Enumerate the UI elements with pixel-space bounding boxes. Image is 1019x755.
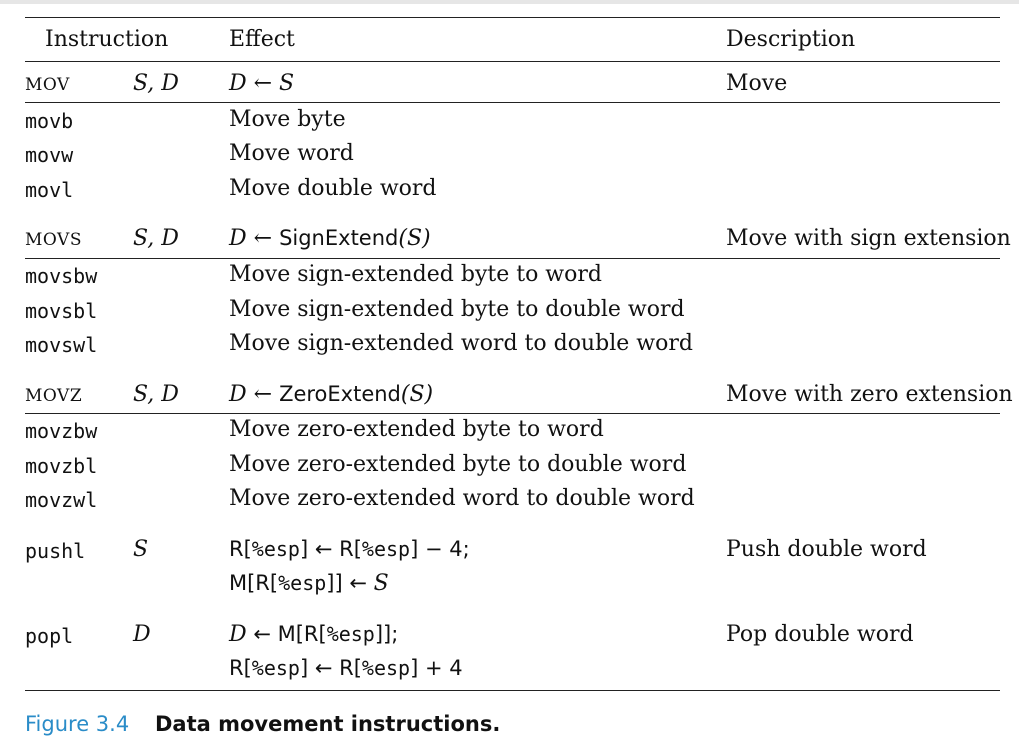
figure-caption: Data movement instructions. [155,712,501,736]
popl-l1-b: ]]; [374,622,399,646]
pushl-effect-line1 [229,539,470,561]
instr-movb: movb [25,109,74,133]
pushl-operand: S [133,537,149,562]
pushl-l1-a: R[ [229,537,252,561]
effect-movw: Move word [229,141,354,166]
rule-movs [25,258,1000,259]
class-movz-effect-prefix: D ← [229,382,280,407]
class-movz-effect-arg: (S) [400,382,434,407]
popl-l2-b: ] ← R[ [299,656,362,680]
pushl-effect-line2 [229,573,389,595]
rule-bottom [25,690,1000,691]
class-movz-description: Move with zero extension [726,382,1013,407]
header-instruction: Instruction [45,27,169,52]
popl-l1-var: D [229,622,247,647]
popl-effect-line2 [229,658,463,680]
effect-movzbl: Move zero-extended byte to double word [229,452,687,477]
pushl-l1-reg1: %esp [251,537,300,561]
class-mov-effect: D ← S [229,71,295,96]
popl-l1-a: ← M[R[ [246,622,327,646]
effect-movb: Move byte [229,107,346,132]
class-movs-effect [229,228,431,250]
popl-l2-c: ] + 4 [410,656,463,680]
instr-pushl: pushl [25,539,86,563]
effect-movzwl: Move zero-extended word to double word [229,486,695,511]
class-movs-effect-func: SignExtend [279,226,399,250]
rule-top [25,17,1000,18]
instr-popl: popl [25,624,74,648]
class-movs-description: Move with sign extension [726,226,1011,251]
popl-l2-reg1: %esp [251,656,300,680]
class-movz-effect-func: ZeroExtend [279,382,401,406]
effect-movl: Move double word [229,176,437,201]
popl-effect-line1 [229,624,398,646]
class-movz-operands: S, D [133,382,179,407]
rule-header [25,61,1000,62]
popl-l1-reg: %esp [326,622,375,646]
effect-movsbw: Move sign-extended byte to word [229,262,602,287]
effect-movswl: Move sign-extended word to double word [229,331,693,356]
class-movs-name: MOVS [25,230,82,250]
figure-label: Figure 3.4 [25,712,130,736]
instr-movswl: movswl [25,333,98,357]
pushl-l1-c: ] − 4; [410,537,470,561]
class-mov-description: Move [726,71,788,96]
pushl-l1-reg2: %esp [361,537,411,561]
class-movz-effect [229,384,433,406]
header-effect: Effect [229,27,295,52]
rule-mov [25,102,1000,103]
instr-movzbw: movzbw [25,419,98,443]
popl-l2-reg2: %esp [361,656,411,680]
instr-movzbl: movzbl [25,454,98,478]
class-movz-name: MOVZ [25,386,83,406]
pushl-l2-b: ]] ← [326,571,374,595]
effect-movsbl: Move sign-extended byte to double word [229,297,685,322]
pushl-l1-b: ] ← R[ [299,537,362,561]
class-mov-operands: S, D [133,71,179,96]
instr-movsbl: movsbl [25,299,98,323]
pushl-l2-a: M[R[ [229,571,279,595]
instruction-table [25,0,1013,700]
effect-movzbw: Move zero-extended byte to word [229,417,604,442]
class-movs-effect-prefix: D ← [229,226,280,251]
class-movs-operands: S, D [133,226,179,251]
pushl-l2-reg: %esp [278,571,327,595]
instr-movsbw: movsbw [25,264,98,288]
popl-l2-a: R[ [229,656,252,680]
instr-movzwl: movzwl [25,488,98,512]
popl-description: Pop double word [726,622,914,647]
popl-operand: D [133,622,151,647]
pushl-l2-var: S [373,571,389,596]
instr-movw: movw [25,143,74,167]
class-movs-effect-arg: (S) [398,226,431,251]
instr-movl: movl [25,178,74,202]
rule-movz [25,413,1000,414]
pushl-description: Push double word [726,537,927,562]
header-description: Description [726,27,856,52]
class-mov-name: MOV [25,75,70,95]
